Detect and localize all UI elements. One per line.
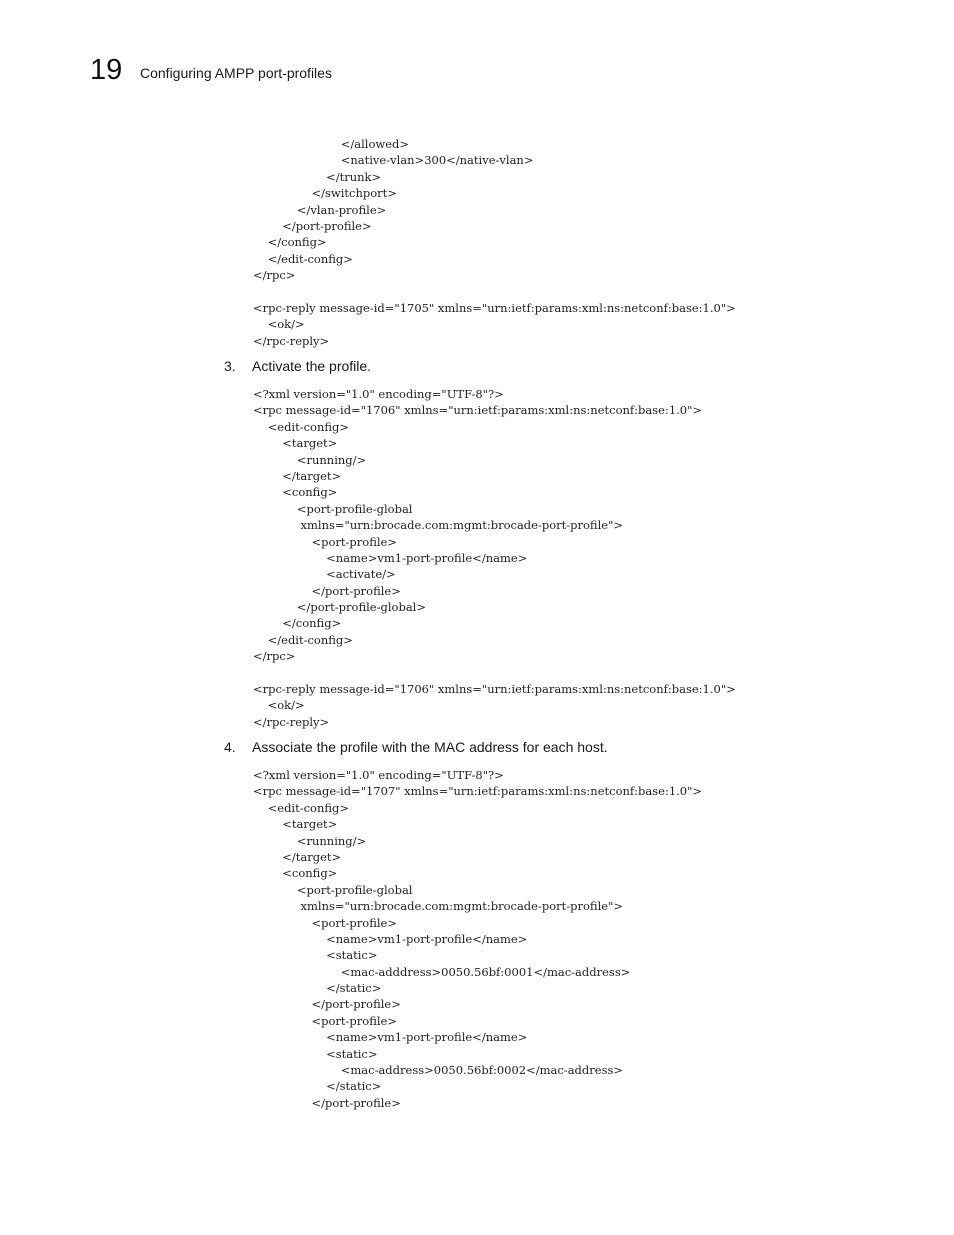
- code-line: </edit-config>: [253, 632, 353, 647]
- code-line: </port-profile>: [253, 1095, 401, 1110]
- code-line: <?xml version="1.0" encoding="UTF-8"?>: [253, 768, 504, 782]
- code-line: </port-profile>: [253, 218, 372, 233]
- code-line: <ok/>: [253, 317, 305, 332]
- step-text: Associate the profile with the MAC address for each host.: [252, 739, 608, 755]
- code-line: </config>: [253, 616, 342, 631]
- code-block-rpc-1706: [253, 386, 736, 730]
- code-line: </rpc-reply>: [253, 714, 330, 729]
- code-line: <port-profile>: [253, 1013, 397, 1028]
- code-line: <name>vm1-port-profile</name>: [253, 550, 528, 565]
- code-line: <rpc message-id="1707" xmlns="urn:ietf:params:xml:ns:netconf:base:1.0">: [253, 784, 703, 799]
- code-line: <edit-config>: [253, 419, 350, 434]
- code-line: <running/>: [253, 833, 367, 848]
- code-line: <?xml version="1.0" encoding="UTF-8"?>: [253, 387, 504, 401]
- code-line: </switchport>: [253, 186, 397, 201]
- code-line: <name>vm1-port-profile</name>: [253, 931, 528, 946]
- code-line: <running/>: [253, 452, 367, 467]
- step-activate-profile: [224, 357, 371, 375]
- code-line: <port-profile>: [253, 534, 397, 549]
- code-line: <port-profile>: [253, 915, 397, 930]
- code-line: <mac-address>0050.56bf:0002</mac-address>: [253, 1063, 624, 1078]
- code-line: <port-profile-global: [253, 501, 413, 516]
- code-line: <ok/>: [253, 698, 305, 713]
- code-line: <rpc-reply message-id="1705" xmlns="urn:ietf:params:xml:ns:netconf:base:1.0">: [253, 300, 736, 315]
- code-line: <edit-config>: [253, 800, 350, 815]
- code-line: </target>: [253, 849, 342, 864]
- code-line: <static>: [253, 948, 378, 963]
- step-number: 4.: [224, 739, 236, 755]
- code-line: <static>: [253, 1046, 378, 1061]
- code-line: </static>: [253, 981, 382, 996]
- code-line: <port-profile-global: [253, 882, 413, 897]
- step-text: Activate the profile.: [252, 358, 372, 374]
- chapter-title: Configuring AMPP port-profiles: [140, 65, 332, 81]
- code-line: <activate/>: [253, 567, 396, 582]
- code-line: <target>: [253, 817, 338, 832]
- step-associate-mac: [224, 738, 608, 756]
- code-line: </allowed>: [253, 137, 410, 151]
- code-line: <rpc message-id="1706" xmlns="urn:ietf:params:xml:ns:netconf:base:1.0">: [253, 403, 703, 418]
- code-line: </port-profile-global>: [253, 600, 426, 615]
- code-line: xmlns="urn:brocade.com:mgmt:brocade-port-profile">: [253, 518, 624, 533]
- code-line: <name>vm1-port-profile</name>: [253, 1030, 528, 1045]
- chapter-number: 19: [90, 54, 123, 86]
- code-block-rpc-1707: [253, 767, 702, 1111]
- code-block-rpc-reply-1705: [253, 136, 736, 349]
- code-line: </target>: [253, 468, 342, 483]
- code-line: </config>: [253, 235, 327, 250]
- code-line: <rpc-reply message-id="1706" xmlns="urn:ietf:params:xml:ns:netconf:base:1.0">: [253, 682, 736, 697]
- code-line: <config>: [253, 866, 338, 881]
- code-line: </static>: [253, 1079, 382, 1094]
- code-line: </rpc>: [253, 649, 296, 664]
- code-line: [253, 284, 736, 300]
- code-line: </edit-config>: [253, 251, 353, 266]
- code-line: </rpc>: [253, 268, 296, 283]
- code-line: <config>: [253, 485, 338, 500]
- code-line: xmlns="urn:brocade.com:mgmt:brocade-port-profile">: [253, 899, 624, 914]
- code-line: </rpc-reply>: [253, 333, 330, 348]
- code-line: </vlan-profile>: [253, 202, 387, 217]
- step-number: 3.: [224, 358, 236, 374]
- code-line: [253, 665, 736, 681]
- code-line: <native-vlan>300</native-vlan>: [253, 153, 534, 168]
- code-line: <target>: [253, 436, 338, 451]
- code-line: </port-profile>: [253, 997, 401, 1012]
- code-line: </trunk>: [253, 169, 382, 184]
- code-line: <mac-adddress>0050.56bf:0001</mac-address>: [253, 964, 631, 979]
- code-line: </port-profile>: [253, 583, 401, 598]
